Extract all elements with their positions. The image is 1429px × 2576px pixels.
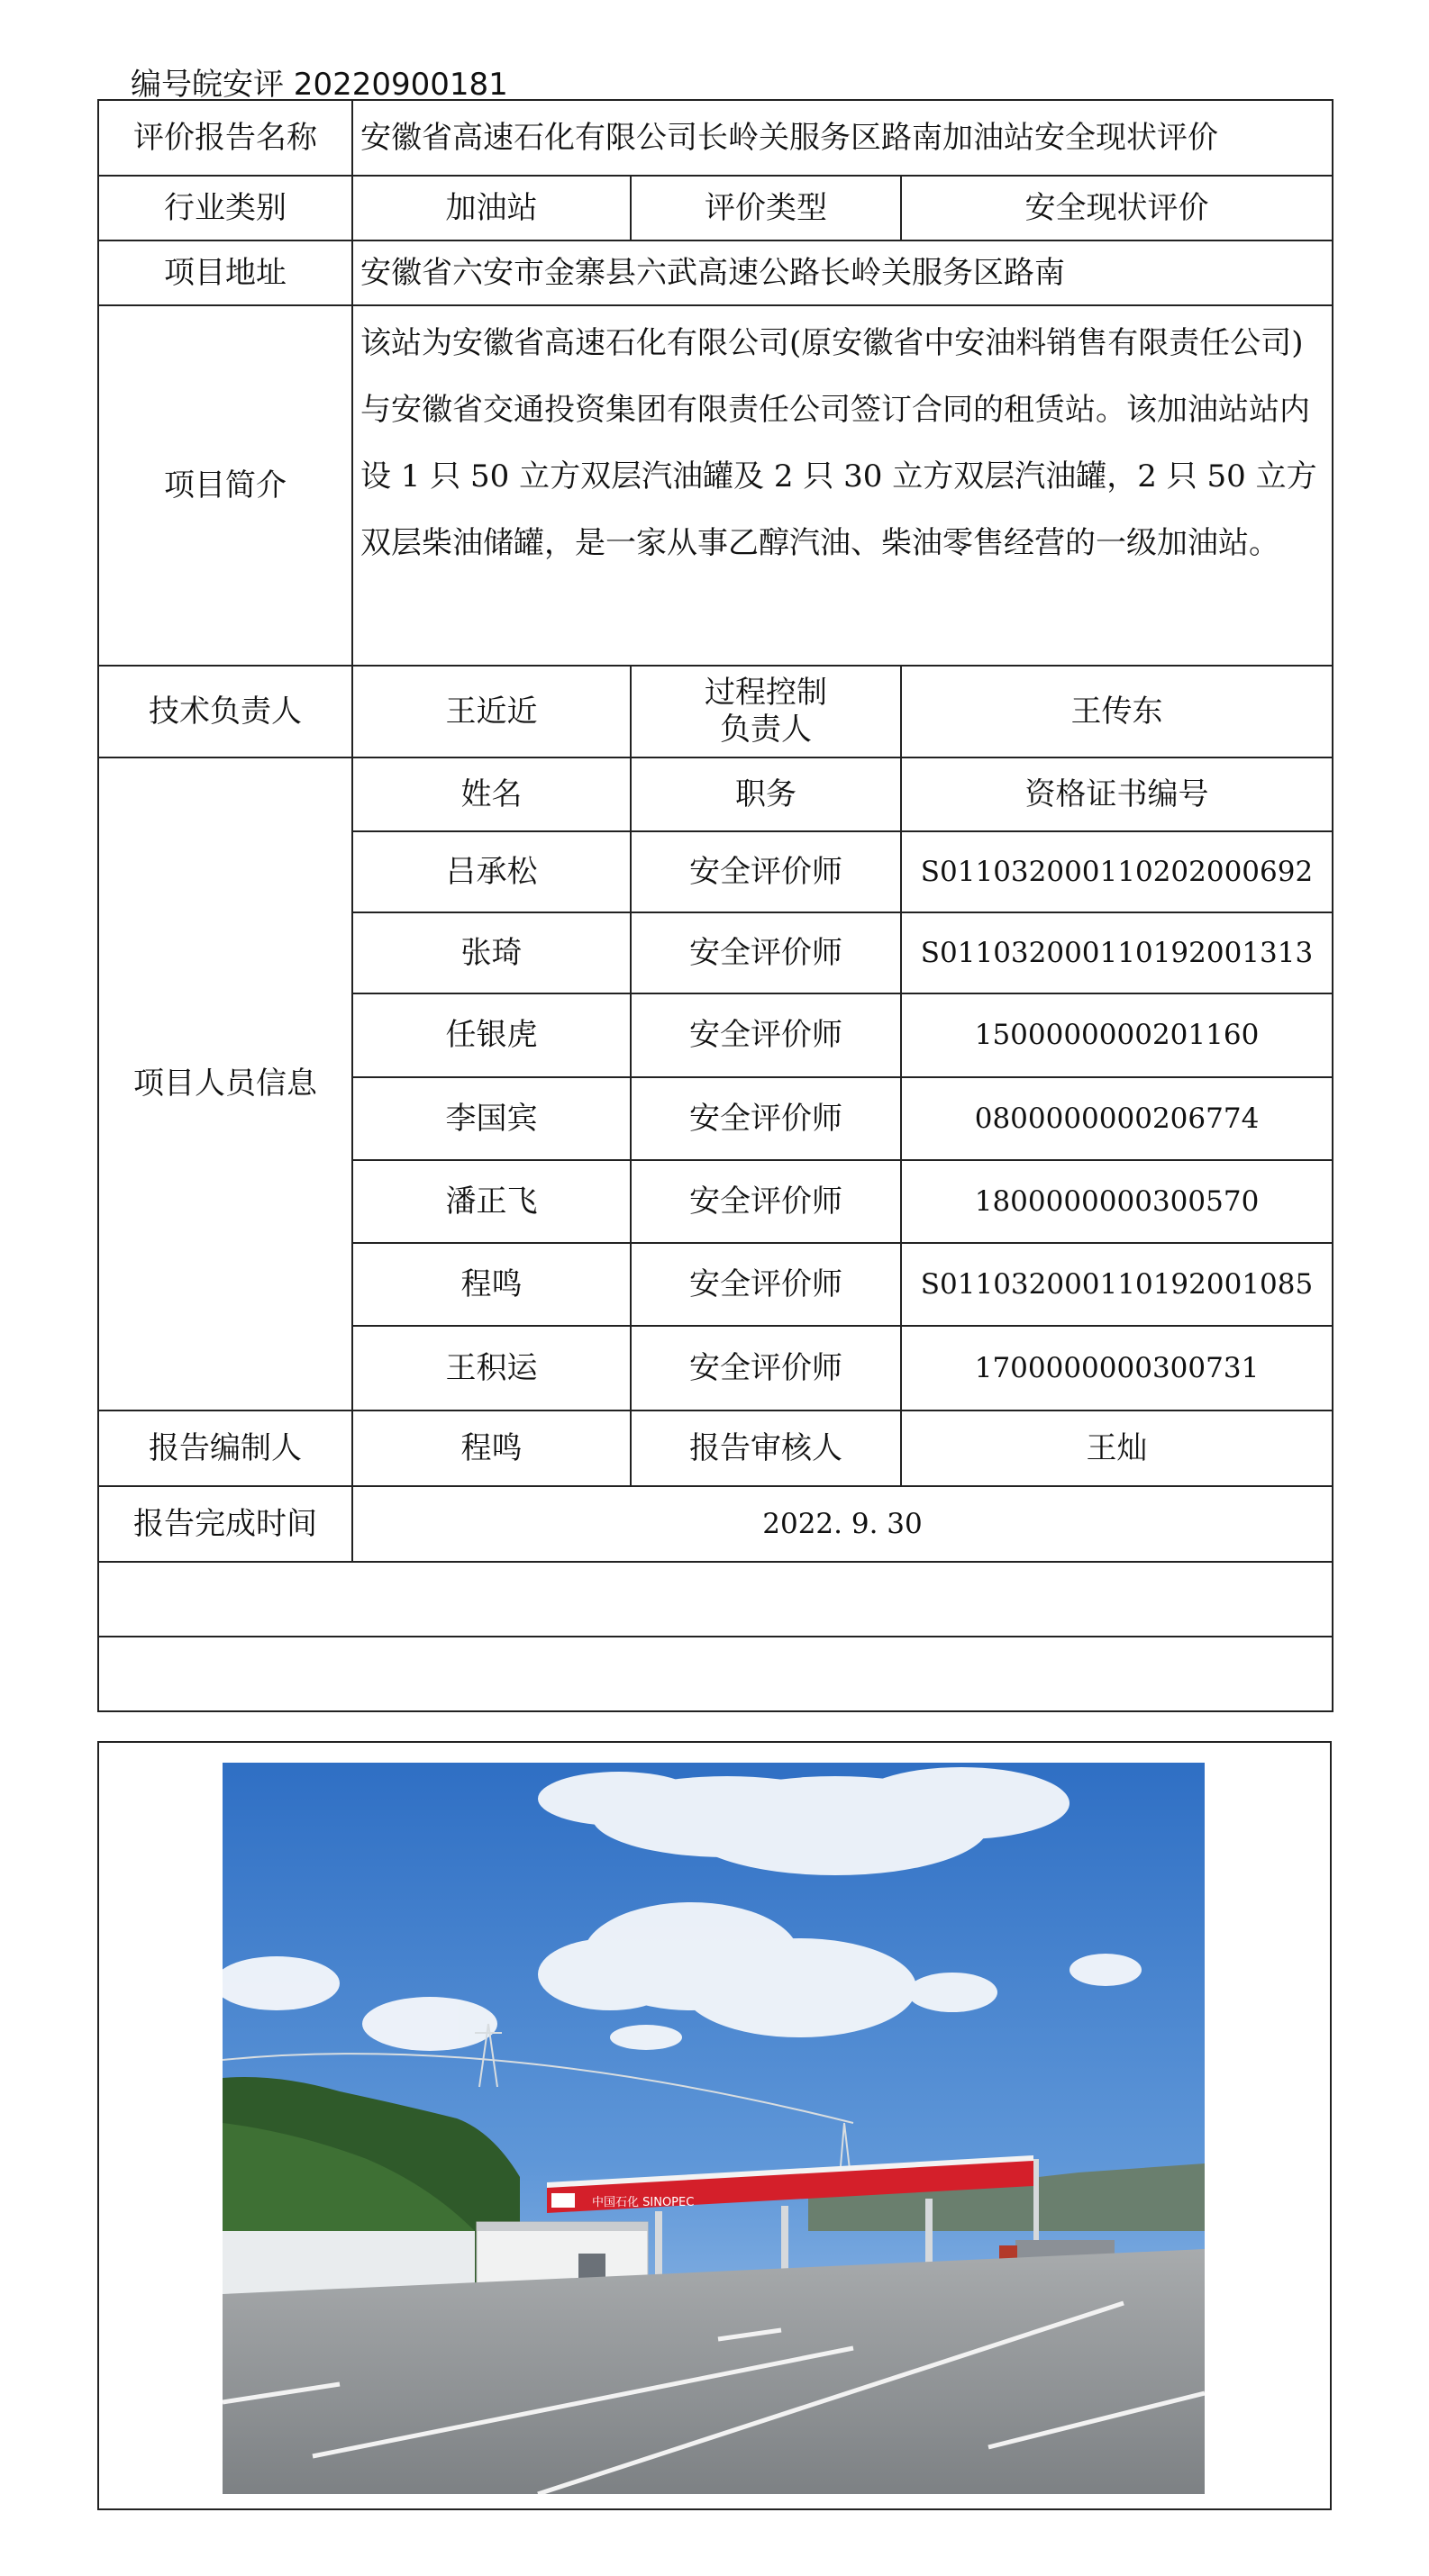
staff-role: 安全评价师 — [631, 1243, 901, 1326]
industry-label: 行业类别 — [98, 176, 352, 240]
svg-text:中国石化 SINOPEC: 中国石化 SINOPEC — [592, 2196, 695, 2209]
eval-type-label: 评价类型 — [631, 176, 901, 240]
staff-cert: S011032000110192001085 — [901, 1243, 1333, 1326]
intro-text: 该站为安徽省高速石化有限公司(原安徽省中安油料销售有限责任公司)与安徽省交通投资集团有限责任公司签订合同的租赁站。该加油站站内设 1 只 50 立方双层汽油罐及 2 只 30 立方双层汽油罐，2 只 50 立方双层柴油储罐，是一家从事乙醇汽油、柴油零售经营的一级加油站。 — [352, 305, 1333, 666]
row-intro — [98, 305, 1333, 666]
staff-role: 安全评价师 — [631, 912, 901, 993]
staff-name: 李国宾 — [352, 1077, 631, 1160]
empty-row — [98, 1562, 1333, 1637]
eval-type-value: 安全现状评价 — [901, 176, 1333, 240]
staff-cert: 1500000000201160 — [901, 993, 1333, 1077]
row-completion — [98, 1486, 1333, 1562]
intro-label: 项目简介 — [98, 305, 352, 666]
completion-label: 报告完成时间 — [98, 1486, 352, 1562]
address-value: 安徽省六安市金寨县六武高速公路长岭关服务区路南 — [352, 240, 1333, 305]
staff-name: 吕承松 — [352, 831, 631, 912]
staff-name: 任银虎 — [352, 993, 631, 1077]
row-author — [98, 1410, 1333, 1486]
address-label: 项目地址 — [98, 240, 352, 305]
staff-role: 安全评价师 — [631, 831, 901, 912]
photo-frame — [97, 1741, 1332, 2510]
staff-cert: 1700000000300731 — [901, 1326, 1333, 1410]
staff-cert: S011032000110202000692 — [901, 831, 1333, 912]
process-lead-label: 过程控制负责人 — [631, 666, 901, 757]
report-name-value: 安徽省高速石化有限公司长岭关服务区路南加油站安全现状评价 — [352, 100, 1333, 176]
staff-cert: 0800000000206774 — [901, 1077, 1333, 1160]
staff-role: 安全评价师 — [631, 1160, 901, 1243]
staff-name: 潘正飞 — [352, 1160, 631, 1243]
staff-header-role: 职务 — [631, 757, 901, 831]
staff-cert: 1800000000300570 — [901, 1160, 1333, 1243]
staff-name: 王积运 — [352, 1326, 631, 1410]
reviewer-label: 报告审核人 — [631, 1410, 901, 1486]
empty-row — [98, 1637, 1333, 1711]
staff-header-name: 姓名 — [352, 757, 631, 831]
gas-station-photo — [223, 1763, 1205, 2494]
staff-header-cert: 资格证书编号 — [901, 757, 1333, 831]
staff-cert: S011032000110192001313 — [901, 912, 1333, 993]
staff-role: 安全评价师 — [631, 993, 901, 1077]
staff-header-row — [98, 757, 1333, 831]
row-report-name — [98, 100, 1333, 176]
row-address — [98, 240, 1333, 305]
process-lead-value: 王传东 — [901, 666, 1333, 757]
doc-number: 编号皖安评 20220900181 — [131, 67, 508, 103]
report-info-table — [97, 99, 1333, 1712]
row-industry — [98, 176, 1333, 240]
author-value: 程鸣 — [352, 1410, 631, 1486]
staff-role: 安全评价师 — [631, 1326, 901, 1410]
report-name-label: 评价报告名称 — [98, 100, 352, 176]
reviewer-value: 王灿 — [901, 1410, 1333, 1486]
industry-value: 加油站 — [352, 176, 631, 240]
staff-name: 程鸣 — [352, 1243, 631, 1326]
tech-lead-label: 技术负责人 — [98, 666, 352, 757]
author-label: 报告编制人 — [98, 1410, 352, 1486]
completion-date: 2022. 9. 30 — [352, 1486, 1333, 1562]
staff-role: 安全评价师 — [631, 1077, 901, 1160]
staff-label: 项目人员信息 — [98, 757, 352, 1410]
tech-lead-value: 王近近 — [352, 666, 631, 757]
staff-name: 张琦 — [352, 912, 631, 993]
row-leads — [98, 666, 1333, 757]
